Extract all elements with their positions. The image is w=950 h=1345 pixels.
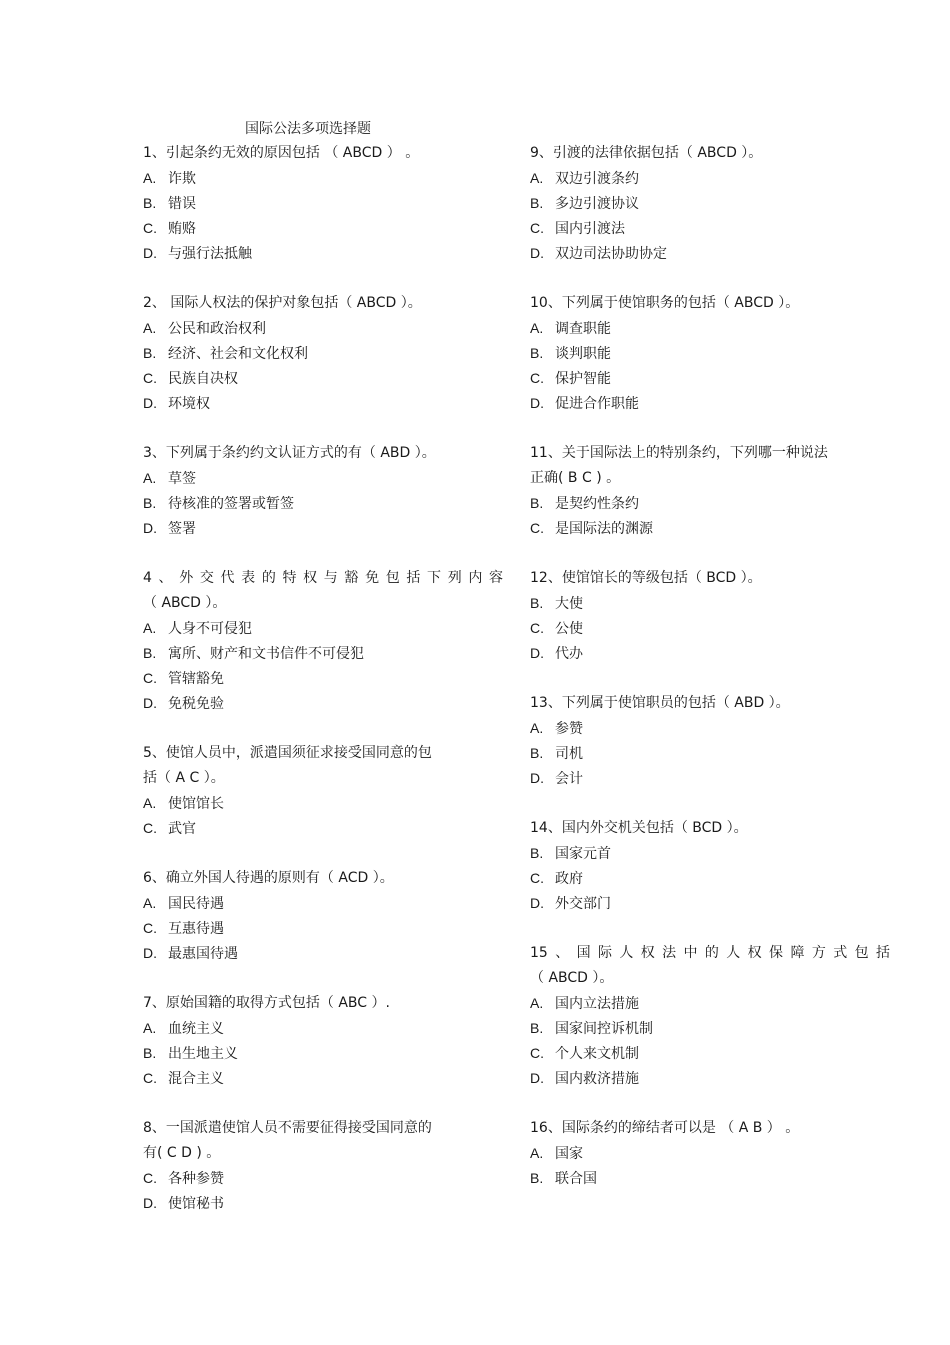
option-text: 双边引渡条约: [555, 171, 639, 187]
option-text: 国家: [555, 1146, 583, 1162]
option-item: [143, 341, 503, 366]
option-text: 管辖豁免: [168, 671, 224, 687]
option-text: 是契约性条约: [555, 496, 639, 512]
question-block: [143, 1116, 503, 1216]
option-item: [143, 466, 503, 491]
question-block: [143, 441, 503, 541]
option-letter: D.: [143, 1195, 157, 1211]
option-letter: D.: [143, 395, 157, 411]
option-text: 公民和政治权利: [168, 321, 266, 337]
question-stem: 4、外交代表的特权与豁免包括下列内容: [143, 570, 503, 586]
option-text: 签署: [168, 521, 196, 537]
question-stem: 16、国际条约的缔结者可以是 （ A B ） 。: [530, 1120, 800, 1136]
option-item: [143, 516, 503, 541]
option-text: 最惠国待遇: [168, 946, 238, 962]
question-stem-continued: 正确( B C ) 。: [530, 470, 621, 486]
option-item: [143, 691, 503, 716]
option-item: [143, 391, 503, 416]
option-letter: A.: [530, 1145, 544, 1161]
option-item: [530, 191, 890, 216]
option-item: [530, 1041, 890, 1066]
question-stem: 15、国际人权法中的人权保障方式包括: [530, 945, 890, 961]
option-text: 代办: [555, 646, 583, 662]
option-text: 民族自决权: [168, 371, 238, 387]
option-text: 草签: [168, 471, 196, 487]
question-stem: 3、下列属于条约约文认证方式的有（ ABD ）。: [143, 445, 436, 461]
option-item: [530, 766, 890, 791]
option-letter: C.: [143, 220, 157, 236]
option-letter: B.: [530, 195, 544, 211]
option-text: 多边引渡协议: [555, 196, 639, 212]
option-text: 是国际法的渊源: [555, 521, 653, 537]
option-letter: C.: [143, 670, 157, 686]
option-letter: D.: [143, 520, 157, 536]
option-text: 使馆馆长: [168, 796, 224, 812]
option-letter: B.: [530, 495, 544, 511]
option-item: [143, 1041, 503, 1066]
option-item: [143, 641, 503, 666]
option-text: 免税免验: [168, 696, 224, 712]
option-letter: B.: [143, 345, 157, 361]
option-text: 国家元首: [555, 846, 611, 862]
option-letter: A.: [143, 320, 157, 336]
question-block: [143, 991, 503, 1091]
question-stem: 12、使馆馆长的等级包括（ BCD ）。: [530, 570, 762, 586]
option-letter: D.: [530, 245, 544, 261]
option-text: 寓所、财产和文书信件不可侵犯: [168, 646, 364, 662]
option-item: [143, 891, 503, 916]
option-letter: B.: [530, 345, 544, 361]
option-text: 国民待遇: [168, 896, 224, 912]
option-text: 出生地主义: [168, 1046, 238, 1062]
question-stem: 7、原始国籍的取得方式包括（ ABC ）.: [143, 995, 390, 1011]
question-stem-continued: （ ABCD ）。: [143, 595, 227, 611]
option-letter: A.: [143, 795, 157, 811]
option-letter: C.: [143, 370, 157, 386]
option-letter: B.: [143, 1045, 157, 1061]
option-text: 国内救济措施: [555, 1071, 639, 1087]
option-item: [143, 491, 503, 516]
option-item: [530, 241, 890, 266]
option-letter: D.: [530, 645, 544, 661]
option-letter: A.: [530, 320, 544, 336]
option-letter: A.: [530, 170, 544, 186]
option-item: [530, 991, 890, 1016]
option-letter: A.: [143, 170, 157, 186]
option-item: [530, 491, 890, 516]
option-item: [143, 316, 503, 341]
question-block: [530, 941, 890, 1091]
option-text: 会计: [555, 771, 583, 787]
option-item: [530, 591, 890, 616]
option-letter: B.: [143, 645, 157, 661]
option-text: 国内立法措施: [555, 996, 639, 1012]
option-item: [143, 366, 503, 391]
option-letter: D.: [143, 695, 157, 711]
option-item: [143, 666, 503, 691]
option-letter: A.: [530, 995, 544, 1011]
option-item: [143, 816, 503, 841]
option-text: 各种参赞: [168, 1171, 224, 1187]
option-letter: B.: [530, 1170, 544, 1186]
option-item: [530, 366, 890, 391]
option-item: [530, 1166, 890, 1191]
option-item: [143, 1066, 503, 1091]
option-letter: C.: [530, 870, 544, 886]
question-block: [530, 816, 890, 916]
option-letter: B.: [530, 745, 544, 761]
option-text: 外交部门: [555, 896, 611, 912]
option-text: 参赞: [555, 721, 583, 737]
option-item: [143, 1166, 503, 1191]
question-stem: 13、下列属于使馆职员的包括（ ABD ）。: [530, 695, 790, 711]
option-letter: B.: [530, 1020, 544, 1036]
option-text: 互惠待遇: [168, 921, 224, 937]
option-letter: A.: [530, 720, 544, 736]
option-text: 司机: [555, 746, 583, 762]
option-text: 混合主义: [168, 1071, 224, 1087]
option-text: 联合国: [555, 1171, 597, 1187]
option-text: 调查职能: [555, 321, 611, 337]
option-item: [530, 391, 890, 416]
option-letter: D.: [530, 770, 544, 786]
option-item: [143, 1191, 503, 1216]
option-item: [143, 216, 503, 241]
option-item: [143, 941, 503, 966]
option-item: [530, 1066, 890, 1091]
option-letter: B.: [530, 595, 544, 611]
option-item: [530, 1016, 890, 1041]
option-letter: B.: [143, 195, 157, 211]
option-text: 大使: [555, 596, 583, 612]
option-text: 待核准的签署或暂签: [168, 496, 294, 512]
option-letter: C.: [143, 1070, 157, 1086]
option-text: 谈判职能: [555, 346, 611, 362]
option-item: [143, 1016, 503, 1041]
question-stem-continued: 有( C D ) 。: [143, 1145, 221, 1161]
option-item: [143, 241, 503, 266]
option-letter: C.: [530, 1045, 544, 1061]
question-block: [530, 441, 890, 541]
question-stem: 8、一国派遣使馆人员不需要征得接受国同意的: [143, 1120, 432, 1136]
option-letter: A.: [143, 895, 157, 911]
option-text: 血统主义: [168, 1021, 224, 1037]
option-item: [530, 641, 890, 666]
option-item: [530, 216, 890, 241]
option-letter: C.: [530, 520, 544, 536]
option-text: 环境权: [168, 396, 210, 412]
option-text: 国内引渡法: [555, 221, 625, 237]
option-text: 贿赂: [168, 221, 196, 237]
option-letter: C.: [143, 820, 157, 836]
option-text: 政府: [555, 871, 583, 887]
option-text: 公使: [555, 621, 583, 637]
option-item: [530, 891, 890, 916]
question-stem: 6、确立外国人待遇的原则有（ ACD ）。: [143, 870, 394, 886]
option-letter: C.: [530, 220, 544, 236]
question-stem: 9、引渡的法律依据包括（ ABCD ）。: [530, 145, 763, 161]
option-item: [530, 316, 890, 341]
option-text: 保护智能: [555, 371, 611, 387]
option-item: [530, 841, 890, 866]
option-letter: A.: [143, 1020, 157, 1036]
question-block: [530, 691, 890, 791]
option-text: 与强行法抵触: [168, 246, 252, 262]
option-text: 武官: [168, 821, 196, 837]
left-question-column: [143, 141, 503, 1241]
option-letter: D.: [143, 245, 157, 261]
document-title: 国际公法多项选择题: [245, 121, 371, 137]
question-block: [530, 141, 890, 266]
question-stem: 10、下列属于使馆职务的包括（ ABCD ）。: [530, 295, 800, 311]
option-letter: C.: [143, 920, 157, 936]
option-text: 经济、社会和文化权利: [168, 346, 308, 362]
question-stem-continued: （ ABCD ）。: [530, 970, 614, 986]
question-block: [143, 566, 503, 716]
option-text: 个人来文机制: [555, 1046, 639, 1062]
option-text: 促进合作职能: [555, 396, 639, 412]
question-block: [143, 741, 503, 841]
option-item: [530, 616, 890, 641]
option-text: 错误: [168, 196, 196, 212]
option-letter: D.: [530, 395, 544, 411]
option-text: 国家间控诉机制: [555, 1021, 653, 1037]
question-stem: 1、引起条约无效的原因包括 （ ABCD ） 。: [143, 145, 420, 161]
option-letter: B.: [530, 845, 544, 861]
option-letter: D.: [143, 945, 157, 961]
option-text: 诈欺: [168, 171, 196, 187]
option-item: [143, 191, 503, 216]
option-text: 使馆秘书: [168, 1196, 224, 1212]
option-item: [530, 741, 890, 766]
question-block: [143, 866, 503, 966]
question-block: [530, 566, 890, 666]
option-item: [530, 341, 890, 366]
option-item: [530, 516, 890, 541]
option-text: 双边司法协助协定: [555, 246, 667, 262]
question-stem: 5、使馆人员中，派遣国须征求接受国同意的包: [143, 745, 432, 761]
question-stem: 14、国内外交机关包括（ BCD ）。: [530, 820, 748, 836]
option-letter: D.: [530, 895, 544, 911]
option-item: [143, 916, 503, 941]
question-block: [530, 1116, 890, 1191]
option-letter: A.: [143, 470, 157, 486]
option-item: [143, 791, 503, 816]
option-item: [143, 166, 503, 191]
option-letter: C.: [530, 370, 544, 386]
question-stem: 2、 国际人权法的保护对象包括（ ABCD ）。: [143, 295, 422, 311]
option-text: 人身不可侵犯: [168, 621, 252, 637]
question-block: [143, 141, 503, 266]
option-item: [530, 1141, 890, 1166]
option-item: [143, 616, 503, 641]
option-letter: D.: [530, 1070, 544, 1086]
option-item: [530, 716, 890, 741]
option-letter: C.: [530, 620, 544, 636]
right-question-column: [530, 141, 890, 1216]
question-stem: 11、关于国际法上的特别条约，下列哪一种说法: [530, 445, 828, 461]
option-letter: C.: [143, 1170, 157, 1186]
question-stem-continued: 括（ A C ）。: [143, 770, 225, 786]
option-letter: B.: [143, 495, 157, 511]
option-letter: A.: [143, 620, 157, 636]
option-item: [530, 166, 890, 191]
question-block: [143, 291, 503, 416]
option-item: [530, 866, 890, 891]
question-block: [530, 291, 890, 416]
